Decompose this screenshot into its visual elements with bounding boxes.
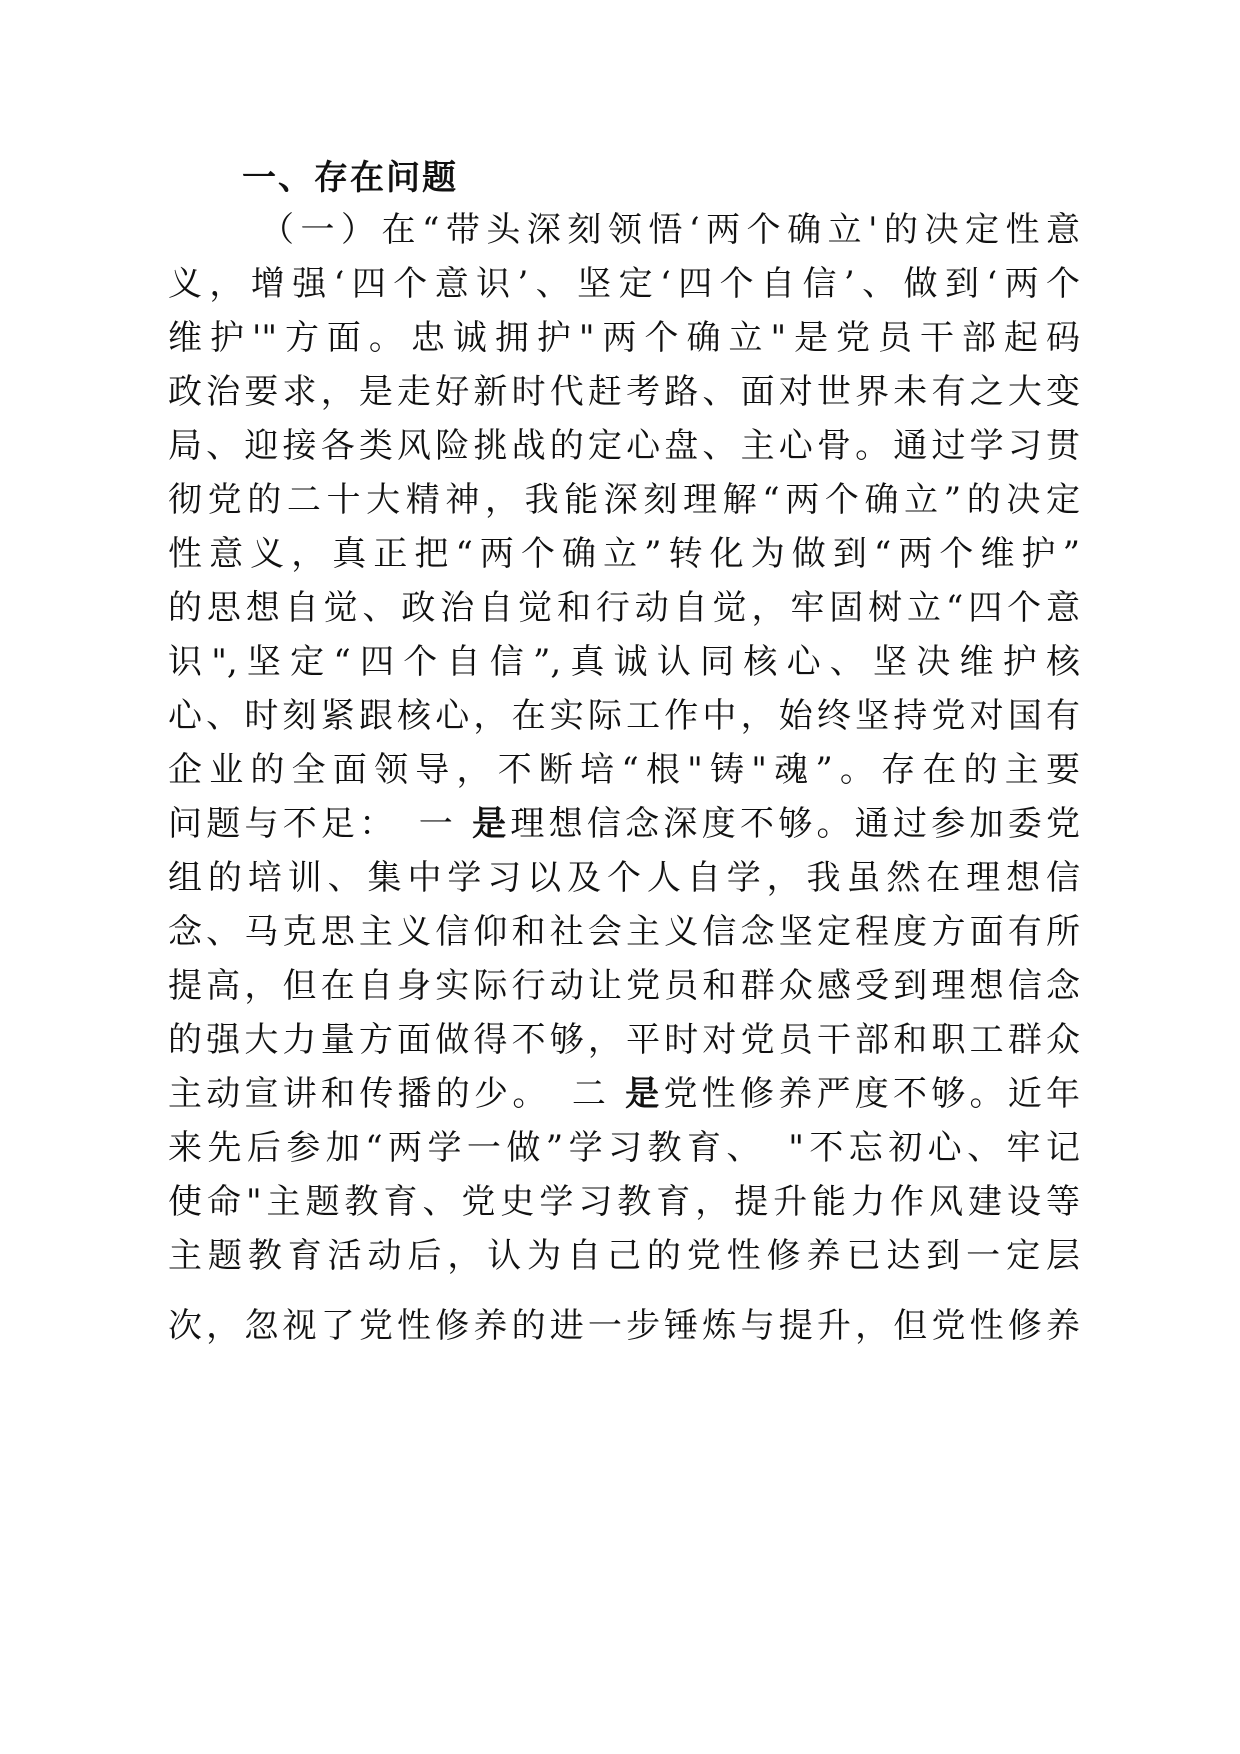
point-two-marker: 是 <box>625 1074 664 1114</box>
paragraph-line-with-point-two <box>168 1068 1080 1120</box>
paragraph-line: 主题教育活动后，认为自己的党性修养已达到一定层 <box>168 1236 1080 1276</box>
paragraph-line: 政治要求，是走好新时代赶考路、面对世界未有之大变 <box>168 372 1080 412</box>
paragraph-line: 的强大力量方面做得不够，平时对党员干部和职工群众 <box>168 1020 1080 1060</box>
paragraph-line-with-point-one <box>168 798 1080 850</box>
paragraph-line: 性意义，真正把“两个确立”转化为做到“两个维护” <box>168 534 1080 574</box>
paragraph-line: 来先后参加“两学一做”学习教育、 "不忘初心、牢记 <box>168 1128 1080 1168</box>
paragraph-line: 彻党的二十大精神，我能深刻理解“两个确立”的决定 <box>168 480 1080 520</box>
paragraph-line: 组的培训、集中学习以及个人自学，我虽然在理想信 <box>168 858 1080 898</box>
line-segment: 问题与不足： 一 <box>168 804 473 844</box>
paragraph-line: 识",坚定“四个自信”,真诚认同核心、坚决维护核 <box>168 642 1080 682</box>
paragraph-line: 心、时刻紧跟核心，在实际工作中，始终坚持党对国有 <box>168 696 1080 736</box>
paragraph-line: 使命"主题教育、党史学习教育，提升能力作风建设等 <box>168 1182 1080 1222</box>
paragraph-line: （一）在“带头深刻领悟‘两个确立'的决定性意 <box>260 210 1080 250</box>
paragraph-line: 提高，但在自身实际行动让党员和群众感受到理想信念 <box>168 966 1080 1006</box>
paragraph-line: 念、马克思主义信仰和社会主义信念坚定程度方面有所 <box>168 912 1080 952</box>
paragraph-line: 企业的全面领导，不断培“根"铸"魂”。存在的主要 <box>168 750 1080 790</box>
paragraph-line: 维护'"方面。忠诚拥护"两个确立"是党员干部起码 <box>168 318 1080 358</box>
line-segment: 党性修养严度不够。近年 <box>663 1074 1080 1114</box>
paragraph-line: 的思想自觉、政治自觉和行动自觉，牢固树立“四个意 <box>168 588 1080 628</box>
paragraph-line: 局、迎接各类风险挑战的定心盘、主心骨。通过学习贯 <box>168 426 1080 466</box>
point-one-marker: 是 <box>472 804 511 844</box>
line-segment: 主动宣讲和传播的少。 二 <box>168 1074 626 1114</box>
section-heading: 一、存在问题 <box>242 158 458 198</box>
paragraph-line: 义，增强‘四个意识’、坚定‘四个自信’、做到‘两个 <box>168 264 1080 304</box>
paragraph-line: 次，忽视了党性修养的进一步锤炼与提升，但党性修养 <box>168 1306 1080 1346</box>
line-segment: 理想信念深度不够。通过参加委党 <box>510 804 1080 844</box>
